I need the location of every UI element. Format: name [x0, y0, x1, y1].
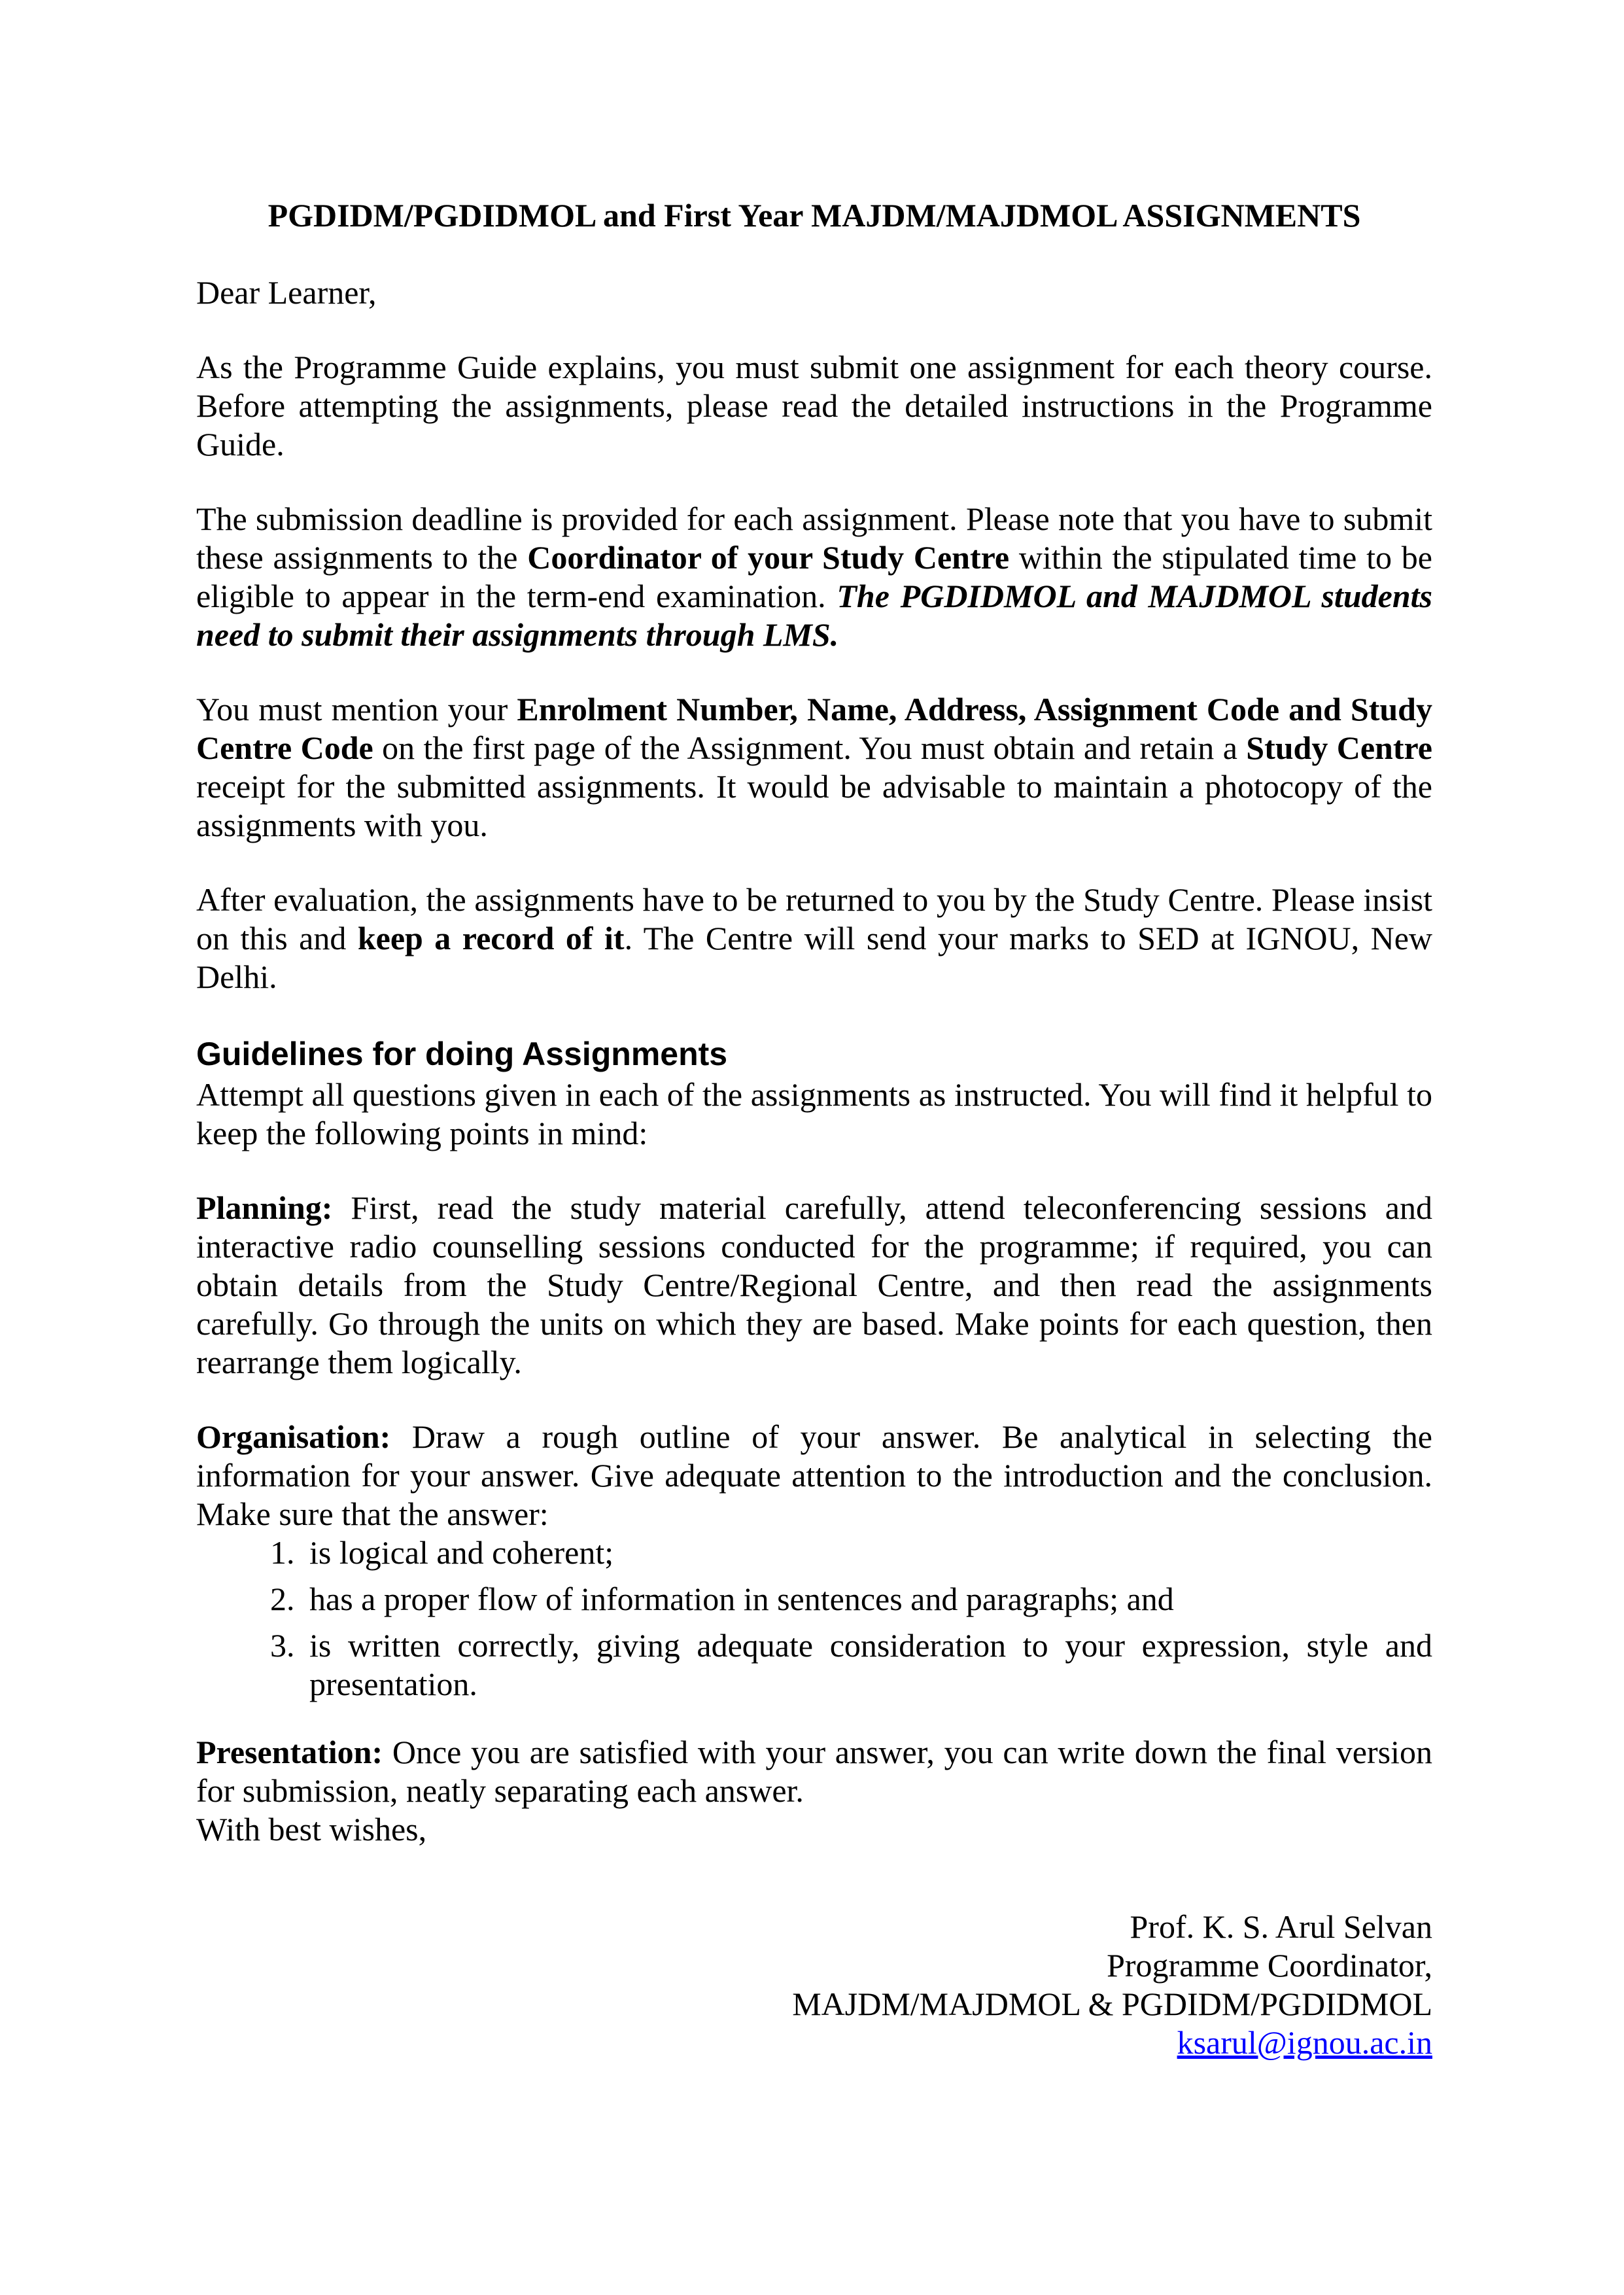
signature-block — [196, 1908, 1432, 2062]
text-segment: within the stipulated time to be eligible to appear in the term-end examination. — [196, 539, 1432, 614]
text-segment: After evaluation, the assignments have to be returned to you by the Study Centre. Please insist on this and — [196, 881, 1432, 956]
document-title: PGDIDM/PGDIDMOL and First Year MAJDM/MAJDMOL ASSIGNMENTS — [268, 197, 1361, 234]
text-segment: Coordinator of your Study Centre — [527, 539, 1010, 576]
text-segment: The PGDIDMOL and MAJDMOL students need to submit their assignments through LMS. — [196, 578, 1432, 653]
text-segment: You must mention your — [196, 691, 517, 727]
text-segment: Presentation: — [196, 1734, 383, 1770]
text-segment: Organisation: — [196, 1418, 391, 1455]
email-link[interactable]: ksarul@ignou.ac.in — [1177, 2024, 1432, 2061]
guidelines-heading: Guidelines for doing Assignments — [196, 1036, 728, 1072]
closing-line: With best wishes, — [196, 1811, 427, 1848]
answer-criteria-item: 2. has a proper flow of information in sentences and paragraphs; and — [303, 1580, 1432, 1619]
salutation-line: Dear Learner, — [196, 274, 377, 311]
text-segment: First, read the study material carefully, attend teleconferencing sessions and interactive radio counselling sessions conducted for the programme; if required, you can obtain details from the Study Centre/Regional Centre, and then read the assignments carefully. Go through the units on which they are based. Make points for each question, then rearrange them logically. — [196, 1189, 1432, 1380]
text-segment: Attempt all questions given in each of the assignments as instructed. You will find it helpful to keep the following points in mind: — [196, 1076, 1432, 1151]
text-segment: . The Centre will send your marks to SED at IGNOU, New Delhi. — [196, 920, 1433, 995]
text-segment: keep a record of it — [357, 920, 625, 956]
text-segment: The submission deadline is provided for each assignment. Please note that you have to submit these assignments to the — [196, 500, 1432, 576]
paragraph-attempt-instructions — [196, 1076, 1432, 1153]
text-segment: Draw a rough outline of your answer. Be analytical in selecting the information for your answer. Give adequate attention to the introduction and the conclusion. Make sure that the answer: — [196, 1418, 1432, 1532]
paragraph-programme-guide — [196, 348, 1432, 464]
answer-criteria-item: 3. is written correctly, giving adequate consideration to your expression, style and presentation. — [303, 1626, 1432, 1704]
signatory-name: Prof. K. S. Arul Selvan — [1130, 1908, 1432, 1945]
answer-criteria-item: 1. is logical and coherent; — [303, 1533, 1432, 1572]
signatory-programmes: MAJDM/MAJDMOL & PGDIDM/PGDIDMOL — [792, 1986, 1432, 2022]
text-segment: Once you are satisfied with your answer, you can write down the final version for submission, neatly separating each answer. — [196, 1734, 1432, 1809]
answer-criteria-list — [196, 1533, 1432, 1704]
text-segment: on the first page of the Assignment. You must obtain and retain a — [373, 729, 1247, 766]
text-segment: receipt for the submitted assignments. It would be advisable to maintain a photocopy of the assignments with you. — [196, 768, 1432, 843]
text-segment: Planning: — [196, 1189, 333, 1226]
paragraph-planning — [196, 1189, 1432, 1382]
text-segment: Enrolment Number, Name, Address, Assignment Code and Study Centre Code — [196, 691, 1432, 766]
paragraph-after-evaluation — [196, 881, 1432, 996]
paragraph-submission-deadline — [196, 500, 1432, 654]
paragraph-enrolment-details — [196, 690, 1432, 845]
signatory-role: Programme Coordinator, — [1107, 1947, 1432, 1984]
text-segment: Study Centre — [1246, 729, 1432, 766]
paragraph-organisation — [196, 1418, 1432, 1533]
text-segment: As the Programme Guide explains, you must submit one assignment for each theory course. Before attempting the assignments, please read the detailed instructions in the Programme Guide. — [196, 349, 1432, 463]
paragraph-presentation — [196, 1733, 1432, 1810]
